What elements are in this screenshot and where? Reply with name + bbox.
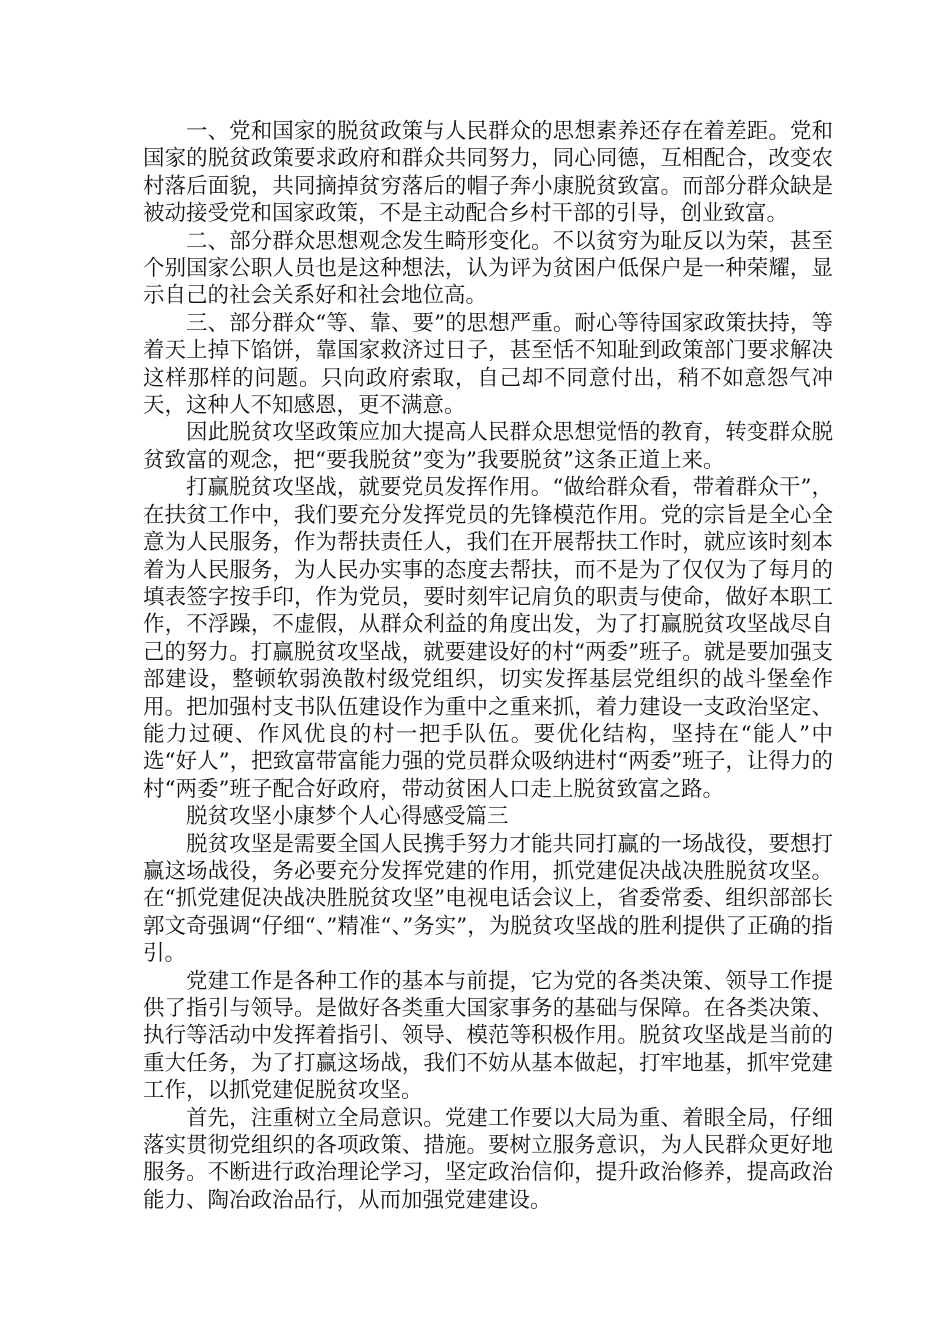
paragraph-5: 打赢脱贫攻坚战，就要党员发挥作用。“做给群众看，带着群众干”，在扶贫工作中，我们要充分发挥党员的先锋模范作用。党的宗旨是全心全意为人民服务，作为帮扶责任人，我们在开展帮扶工作时，就应该时刻本着为人民服务，为人民办实事的态度去帮扶，而不是为了仅仅为了每月的填表签字按手印，作为党员，要时刻牢记肩负的职责与使命，做好本职工作，不浮躁，不虚假，从群众利益的角度出发，为了打赢脱贫攻坚战尽自己的努力。打赢脱贫攻坚战，就要建设好的村“两委”班子。就是要加强支部建设，整顿软弱涣散村级党组织，切实发挥基层党组织的战斗堡垒作用。把加强村支书队伍建设作为重中之重来抓，着力建设一支政治坚定、能力过硬、作风优良的村一把手队伍。要优化结构，坚持在“能人”中选“好人”，把致富带富能力强的党员群众吸纳进村“两委”班子，让得力的村“两委”班子配合好政府，带动贫困人口走上脱贫致富之路。 (143, 475, 833, 802)
paragraph-4: 因此脱贫攻坚政策应加大提高人民群众思想觉悟的教育，转变群众脱贫致富的观念，把“要我脱贫”变为”我要脱贫”这条正道上来。 (143, 420, 833, 473)
paragraph-2: 二、部分群众思想观念发生畸形变化。不以贫穷为耻反以为荣，甚至个别国家公职人员也是这种想法，认为评为贫困户低保户是一种荣耀，显示自己的社会关系好和社会地位高。 (143, 228, 833, 309)
paragraph-1: 一、党和国家的脱贫政策与人民群众的思想素养还存在着差距。党和国家的脱贫政策要求政府和群众共同努力，同心同德，互相配合，改变农村落后面貌，共同摘掉贫穷落后的帽子奔小康脱贫致富。而部分群众缺是被动接受党和国家政策，不是主动配合乡村干部的引导，创业致富。 (143, 119, 833, 227)
document-body (143, 118, 833, 1214)
paragraph-8: 首先，注重树立全局意识。党建工作要以大局为重、着眼全局，仔细落实贯彻党组织的各项政策、措施。要树立服务意识，为人民群众更好地服务。不断进行政治理论学习，坚定政治信仰，提升政治修养，提高政治能力、陶冶政治品行，从而加强党建建设。 (143, 1105, 833, 1213)
paragraph-6: 脱贫攻坚是需要全国人民携手努力才能共同打赢的一场战役，要想打赢这场战役，务必要充分发挥党建的作用，抓党建促决战决胜脱贫攻坚。在“抓党建促决战决胜脱贫攻坚”电视电话会议上，省委常委、组织部部长郭文奇强调“仔细“、”精准“、”务实”，为脱贫攻坚战的胜利提供了正确的指引。 (143, 831, 833, 967)
paragraph-7: 党建工作是各种工作的基本与前提，它为党的各类决策、领导工作提供了指引与领导。是做好各类重大国家事务的基础与保障。在各类决策、执行等活动中发挥着指引、领导、模范等积极作用。脱贫攻坚战是当前的重大任务，为了打赢这场战，我们不妨从基本做起，打牢地基，抓牢党建工作，以抓党建促脱贫攻坚。 (143, 968, 833, 1104)
section-heading: 脱贫攻坚小康梦个人心得感受篇三 (186, 804, 509, 830)
paragraph-3: 三、部分群众“等、靠、要”的思想严重。耐心等待国家政策扶持，等着天上掉下馅饼，靠国家救济过日子，甚至恬不知耻到政策部门要求解决这样那样的问题。只向政府索取，自己却不同意付出，稍不如意怨气冲天，这种人不知感恩，更不满意。 (143, 310, 833, 419)
